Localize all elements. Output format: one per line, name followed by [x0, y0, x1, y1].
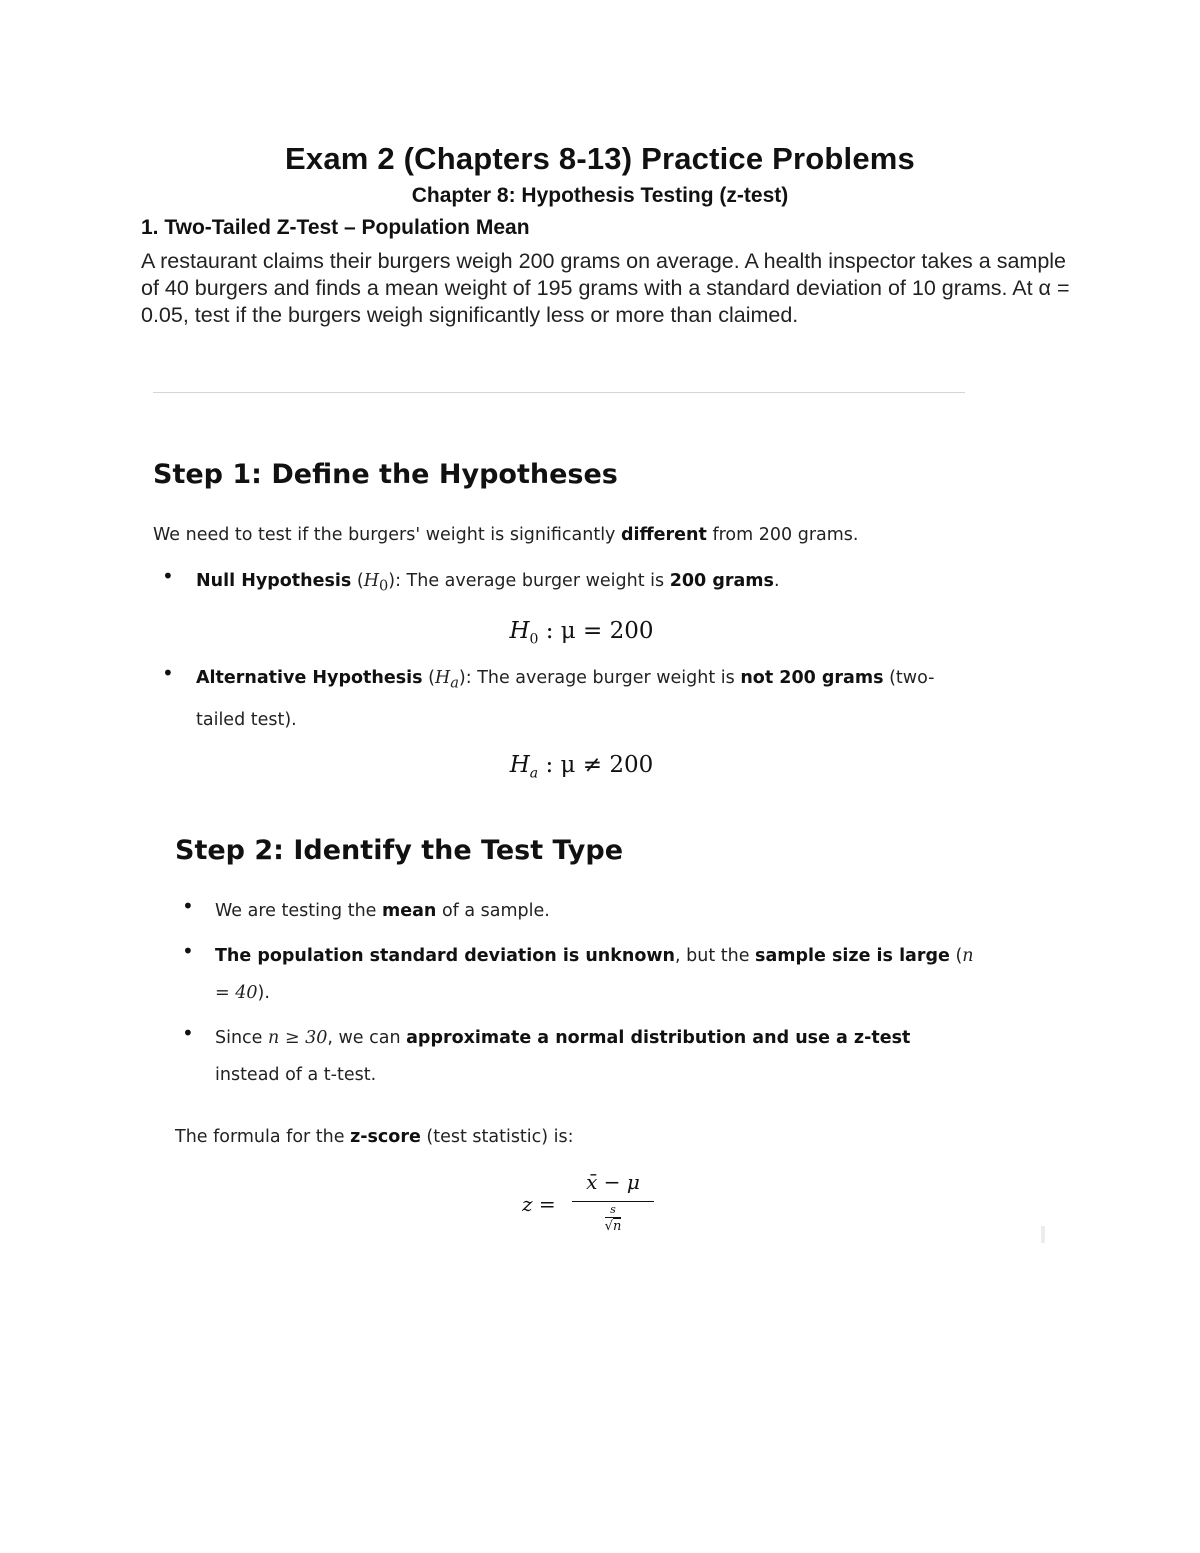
- alternative-hypothesis-equation: $H_a$ : μ ≠ 200: [509, 752, 654, 782]
- null-hypothesis-equation: $H_0$ : μ = 200: [509, 618, 654, 648]
- sample-size-emphasis: sample size is large: [755, 946, 950, 966]
- section-divider: [153, 392, 965, 393]
- null-value: 200 grams: [669, 571, 774, 591]
- test-type-item-z-test: Since n ≥ 30, we can approximate a normal distribution and use a z-test instead of a t-test.: [215, 1028, 911, 1085]
- formula-lhs: z =: [522, 1192, 556, 1216]
- step2-heading: Step 2: Identify the Test Type: [175, 835, 624, 866]
- mean-emphasis: mean: [382, 901, 437, 921]
- sample-size-math: n = 40: [215, 946, 974, 1003]
- step1-intro: [153, 517, 858, 554]
- null-symbol: $H_0$: [363, 571, 389, 595]
- null-text: ): The average burger weight is: [388, 571, 670, 591]
- formula-intro: The formula for the z-score (test statistic) is:: [175, 1127, 574, 1147]
- bullet-dot-icon: •: [162, 661, 174, 685]
- formula-numerator: x̄ − μ: [586, 1170, 640, 1194]
- null-hypothesis-item: Null Hypothesis $(H_0)$: The average burger weight is 200 grams.: [196, 571, 780, 595]
- z-score-emphasis: z-score: [350, 1127, 421, 1147]
- formula-fraction-bar: [572, 1201, 654, 1202]
- alternative-symbol: $H_a$: [434, 668, 459, 692]
- document-title: Exam 2 (Chapters 8-13) Practice Problems: [285, 141, 915, 176]
- bullet-dot-icon: •: [182, 1021, 194, 1045]
- alternative-hypothesis-label: Alternative Hypothesis: [196, 668, 423, 688]
- alternative-value: not 200 grams: [740, 668, 884, 688]
- null-hypothesis-label: Null Hypothesis: [196, 571, 352, 591]
- z-test-emphasis: approximate a normal distribution and use a z-test: [406, 1028, 911, 1048]
- problem-heading: 1. Two-Tailed Z-Test – Population Mean: [141, 216, 530, 239]
- formula-denominator: s √n: [604, 1203, 622, 1234]
- n-condition-math: n ≥ 30: [268, 1028, 328, 1048]
- bullet-dot-icon: •: [162, 564, 174, 588]
- chapter-subtitle: Chapter 8: Hypothesis Testing (z-test): [411, 184, 789, 207]
- step1-intro-text: We need to test if the burgers' weight is significantly: [153, 525, 621, 545]
- bullet-dot-icon: •: [182, 939, 194, 963]
- problem-statement: A restaurant claims their burgers weigh 200 grams on average. A health inspector takes a sample of 40 burgers and finds a mean weight of 195 grams with a standard deviation of 10 grams. At α = 0.05, test if the burgers weigh significantly less or more than claimed.: [141, 249, 1070, 327]
- alternative-hypothesis-item: Alternative Hypothesis $(H_a)$: The average burger weight is not 200 grams (two-tailed test).: [196, 668, 935, 730]
- step1-intro-tail: from 200 grams.: [706, 525, 859, 545]
- alternative-text: ): The average burger weight is: [458, 668, 741, 688]
- bullet-dot-icon: •: [182, 894, 194, 918]
- edge-mark: [1041, 1226, 1045, 1243]
- sd-unknown-emphasis: The population standard deviation is unknown: [215, 946, 675, 966]
- test-type-item-sample-size: The population standard deviation is unknown, but the sample size is large (n = 40).: [215, 946, 974, 1003]
- sqrt-icon: √: [604, 1219, 613, 1234]
- test-type-item-mean: We are testing the mean of a sample.: [215, 901, 550, 921]
- step1-intro-emphasis: different: [620, 525, 707, 545]
- step1-heading: Step 1: Define the Hypotheses: [153, 459, 618, 490]
